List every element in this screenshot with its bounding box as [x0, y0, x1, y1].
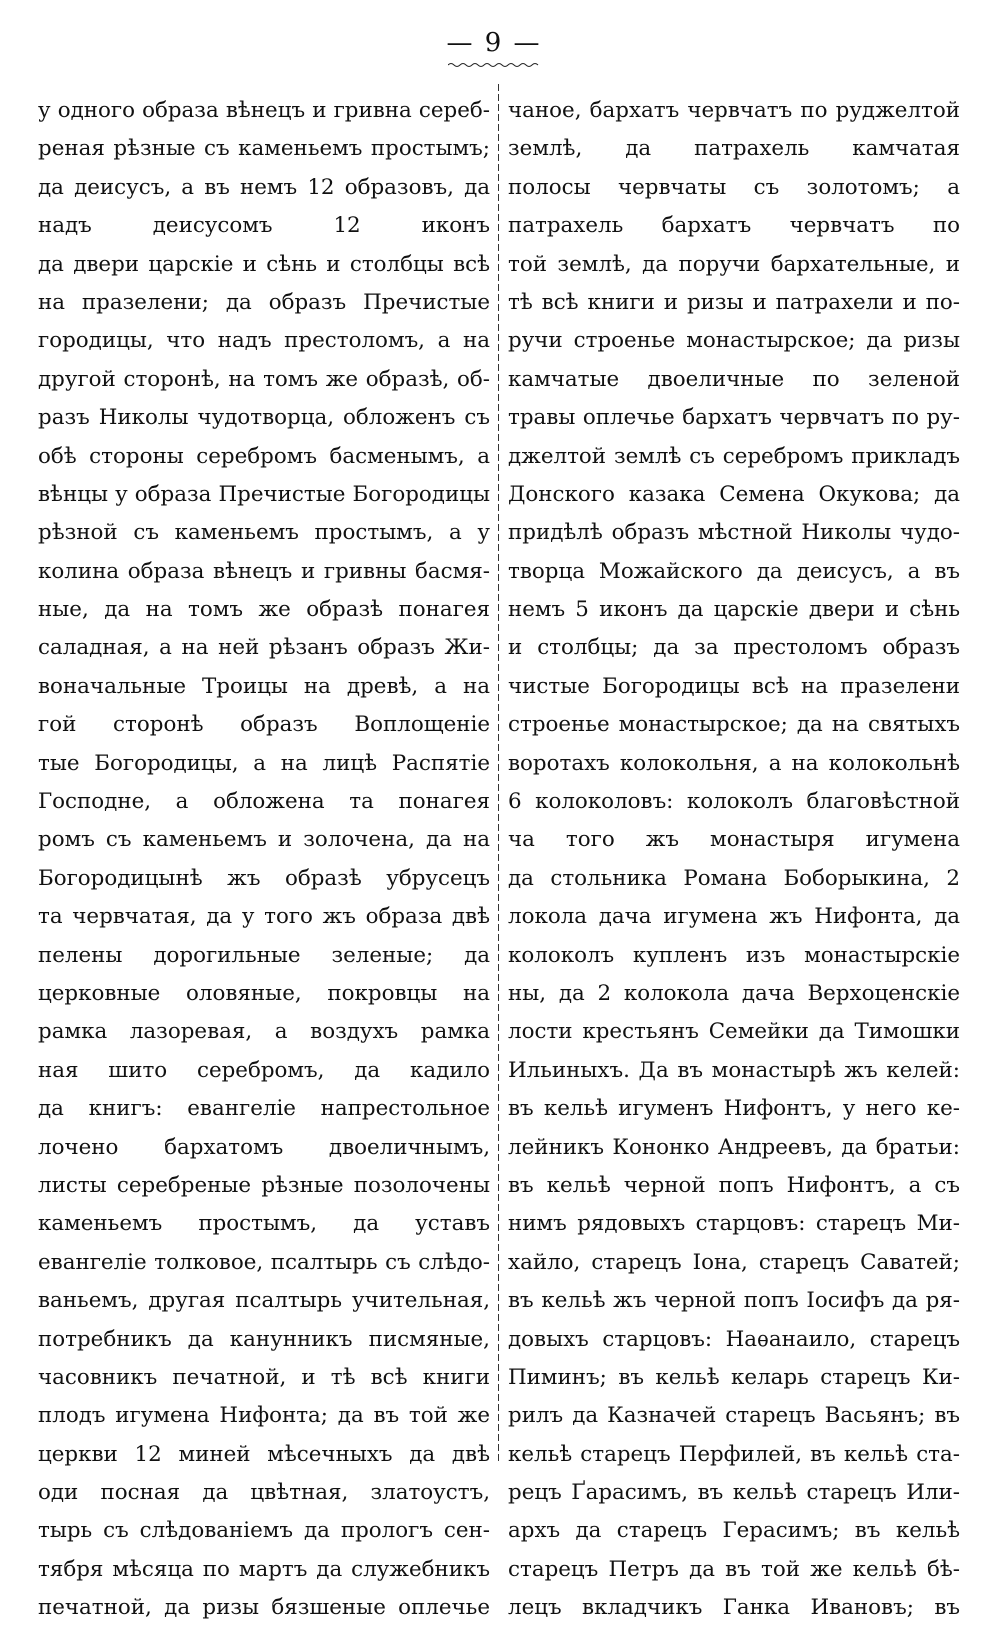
text-line: въ кельѣ черной попъ Нифонтъ, а съ — [508, 1172, 960, 1198]
text-line: потребникъ да канунникъ писмяные, — [38, 1326, 490, 1352]
column-divider — [497, 84, 500, 1464]
text-line: въ кельѣ игуменъ Нифонтъ, у него ке- — [508, 1096, 960, 1122]
text-line: творца Можайского да деисусъ, а въ — [508, 558, 960, 584]
text-line: да двери царскіе и сѣнь и столбцы всѣ — [38, 251, 490, 277]
text-line: листы серебреные рѣзные позолочены — [38, 1172, 490, 1198]
text-line: тырь съ слѣдованіемъ да прологъ сен- — [38, 1518, 490, 1544]
text-line: локола дача игумена жъ Нифонта, да — [508, 904, 960, 930]
text-line: каменьемъ простымъ, да уставъ — [38, 1211, 490, 1237]
text-line: джелтой землѣ съ серебромъ прикладъ — [508, 443, 960, 469]
text-line: лости крестьянъ Семейки да Тимошки — [508, 1019, 960, 1045]
text-line: рамка лазоревая, а воздухъ рамка — [38, 1019, 490, 1045]
text-line: рѣзной съ каменьемъ простымъ, а у — [38, 520, 490, 546]
page-number: — 9 — — [446, 28, 542, 58]
text-line: евангеліе толковое, псалтырь съ слѣдо- — [38, 1249, 490, 1275]
text-line: гой сторонѣ образъ Воплощеніе — [38, 712, 490, 738]
text-line: та червчатая, да у того жъ образа двѣ — [38, 904, 490, 930]
text-line: надъ деисусомъ 12 иконъ — [38, 213, 490, 239]
text-line: печатной, да ризы бязшеные оплечье — [38, 1595, 490, 1621]
text-line: да книгъ: евангеліе напрестольное — [38, 1096, 490, 1122]
text-line: 6 колоколовъ: колоколъ благовѣстной — [508, 789, 960, 815]
text-line: и столбцы; да за престоломъ образъ — [508, 635, 960, 661]
text-line: часовникъ печатной, и тѣ всѣ книги — [38, 1364, 490, 1390]
text-line: ручи строенье монастырское; да ризы — [508, 328, 960, 354]
text-line: колина образа вѣнецъ и гривны басмя- — [38, 558, 490, 584]
text-line: хайло, старецъ Іона, старецъ Саватей; — [508, 1249, 960, 1275]
text-line: саладная, а на ней рѣзанъ образъ Жи- — [38, 635, 490, 661]
text-line: довыхъ старцовъ: Наѳанаило, старецъ — [508, 1326, 960, 1352]
text-line: воротахъ колокольня, а на колокольнѣ — [508, 750, 960, 776]
text-line: церкви 12 миней мѣсечныхъ да двѣ — [38, 1441, 490, 1467]
text-line: ча того жъ монастыря игумена — [508, 827, 960, 853]
left-text-column — [38, 92, 490, 1628]
text-line: Богородицынѣ жъ образѣ убрусецъ — [38, 865, 490, 891]
text-line: колоколъ купленъ изъ монастырскіе — [508, 942, 960, 968]
text-line: тября мѣсяца по мартъ да служебникъ — [38, 1556, 490, 1582]
text-line: плодъ игумена Нифонта; да въ той же — [38, 1403, 490, 1429]
text-line: Пиминъ; въ кельѣ келарь старецъ Ки- — [508, 1364, 960, 1390]
text-line: вѣнцы у образа Пречистые Богородицы — [38, 481, 490, 507]
text-line: старецъ Петръ да въ той же кельѣ бѣ- — [508, 1556, 960, 1582]
text-line: рилъ да Казначей старецъ Васьянъ; въ — [508, 1403, 960, 1429]
right-text-column — [508, 92, 960, 1628]
text-line: въ кельѣ жъ черной попъ Іосифъ да ря- — [508, 1288, 960, 1314]
text-line: у одного образа вѣнецъ и гривна сереб- — [38, 98, 490, 123]
text-line: чаное, бархатъ червчатъ по руджелтой — [508, 98, 960, 123]
text-line: церковные оловяные, покровцы на — [38, 980, 490, 1006]
text-line: камчатые двоеличные по зеленой — [508, 366, 960, 392]
text-line: да стольника Романа Боборыкина, 2 — [508, 865, 960, 891]
text-line: ваньемъ, другая псалтырь учительная, — [38, 1288, 490, 1314]
text-line: той землѣ, да поручи бархательные, и — [508, 251, 960, 277]
text-line: ны, да 2 колокола дача Верхоценскіе — [508, 980, 960, 1006]
text-line: ные, да на томъ же образѣ понагея — [38, 597, 490, 623]
text-line: тѣ всѣ книги и ризы и патрахели и по- — [508, 289, 960, 315]
text-line: полосы червчаты съ золотомъ; а — [508, 174, 960, 200]
text-line: да деисусъ, а въ немъ 12 образовъ, да — [38, 174, 490, 200]
text-line: оди посная да цвѣтная, златоустъ, — [38, 1480, 490, 1506]
text-line: патрахель бархатъ червчатъ по — [508, 213, 960, 239]
page-number-underline — [448, 62, 540, 68]
text-line: разъ Николы чудотворца, обложенъ съ — [38, 405, 490, 431]
text-line: строенье монастырское; да на святыхъ — [508, 712, 960, 738]
text-line: лецъ вкладчикъ Ганка Ивановъ; въ — [508, 1595, 960, 1621]
text-line: Ильиныхъ. Да въ монастырѣ жъ келей: — [508, 1057, 960, 1083]
text-line: обѣ стороны серебромъ басменымъ, а — [38, 443, 490, 469]
text-line: придѣлѣ образъ мѣстной Николы чудо- — [508, 520, 960, 546]
text-line: городицы, что надъ престоломъ, а на — [38, 328, 490, 354]
text-line: реная рѣзные съ каменьемъ простымъ; — [38, 136, 490, 162]
text-line: кельѣ старецъ Перфилей, въ кельѣ ста- — [508, 1441, 960, 1467]
text-line: Господне, а обложена та понагея — [38, 789, 490, 815]
text-line: немъ 5 иконъ да царскіе двери и сѣнь — [508, 597, 960, 623]
text-line: травы оплечье бархатъ червчатъ по ру- — [508, 405, 960, 431]
text-line: ная шито серебромъ, да кадило — [38, 1057, 490, 1083]
text-line: чистые Богородицы всѣ на празелени — [508, 673, 960, 699]
text-line: на празелени; да образъ Пречистые — [38, 289, 490, 315]
text-line: воначальные Троицы на древѣ, а на — [38, 673, 490, 699]
text-line: другой сторонѣ, на томъ же образѣ, об- — [38, 366, 490, 392]
text-line: нимъ рядовыхъ старцовъ: старецъ Ми- — [508, 1211, 960, 1237]
text-line: архъ да старецъ Герасимъ; въ кельѣ — [508, 1518, 960, 1544]
text-line: рецъ Ґарасимъ, въ кельѣ старецъ Или- — [508, 1480, 960, 1506]
text-line: Донского казака Семена Окукова; да — [508, 481, 960, 507]
text-line: ромъ съ каменьемъ и золочена, да на — [38, 827, 490, 853]
text-line: лейникъ Кононко Андреевъ, да братьи: — [508, 1134, 960, 1160]
text-line: землѣ, да патрахель камчатая — [508, 136, 960, 162]
text-line: тые Богородицы, а на лицѣ Распятіе — [38, 750, 490, 776]
text-line: лочено бархатомъ двоеличнымъ, — [38, 1134, 490, 1160]
text-line: пелены дорогильные зеленые; да — [38, 942, 490, 968]
